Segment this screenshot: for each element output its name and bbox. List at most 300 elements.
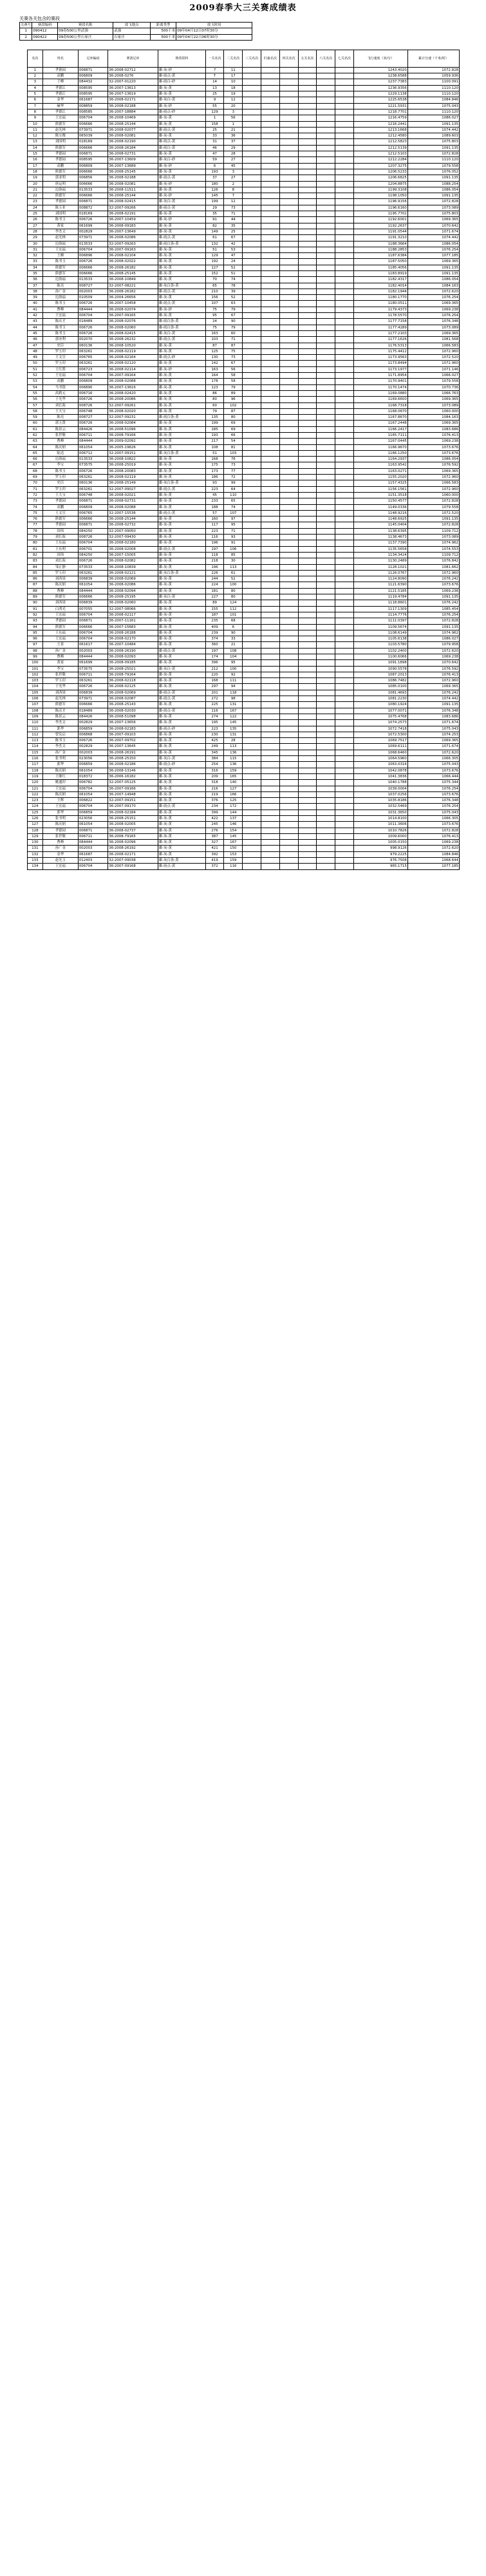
table-cell: 1109.712 [407,528,459,534]
table-cell [279,678,298,684]
table-cell: 006704 [78,373,107,379]
table-row [20,34,252,40]
table-cell: 陈宝俊 [42,133,78,139]
table-cell: 061687 [78,851,107,857]
table-cell: 013533 [78,277,107,283]
table-cell: 1236.9356 [353,85,407,91]
table-row [28,307,460,312]
table-cell: 雄-灰-黄 [158,504,205,510]
table-cell: 09春500公里石家庄 [58,34,113,40]
table-cell: 168 [205,678,224,684]
table-cell [317,510,335,516]
table-cell: 雄-灰-黄 [158,642,205,648]
table-cell: 1225.6538 [353,97,407,103]
table-row [28,229,460,234]
table-cell: 006859 [78,726,107,732]
table-cell [335,684,354,690]
table-cell: 1069.365 [407,397,459,402]
table-cell [243,343,261,348]
table-cell: 国伟 [42,552,78,558]
table-cell [279,738,298,744]
table-cell [261,678,279,684]
table-cell: 36-2008-02737 [108,828,158,833]
table-cell: 1 [224,121,243,127]
table-cell: 71 [224,528,243,534]
table-cell [243,283,261,289]
table-cell: 146 [224,822,243,828]
table-cell: 29 [224,145,243,151]
table-cell [317,205,335,211]
page-title: 2009春季大三关赛成绩表 [189,3,297,13]
table-cell: 8 [28,109,43,115]
table-cell [335,480,354,486]
table-cell: 雄-灰白-黄 [158,330,205,336]
table-cell [317,798,335,804]
table-cell [243,851,261,857]
table-cell: 272 [205,696,224,702]
table-cell [335,618,354,624]
table-cell: 219 [205,791,224,797]
table-cell [279,439,298,444]
table-cell: 1130.2489 [353,558,407,564]
table-row [28,535,460,540]
table-row [28,678,460,684]
table-cell [243,510,261,516]
table-cell: 156 [205,295,224,301]
table-cell [243,301,261,307]
table-cell: 1 [20,28,32,34]
table-row [20,28,252,34]
table-cell [279,313,298,319]
table-cell: 1072.960 [407,361,459,366]
table-cell: 419 [205,858,224,864]
table-cell: 雄-灰-黄 [158,816,205,822]
table-cell: 140 [224,780,243,786]
table-cell [243,79,261,85]
table-cell [261,624,279,630]
table-cell: 97 [28,642,43,648]
table-cell: 雄-灰白条-黄 [158,858,205,864]
table-cell [261,738,279,744]
table-cell [279,522,298,528]
table-cell [335,109,354,115]
table-cell [335,648,354,654]
table-cell [261,325,279,330]
table-cell: 36-2008-09185 [108,660,158,666]
table-cell [261,408,279,414]
table-cell: 006726 [78,558,107,564]
table-cell: 36-2007-09163 [108,247,158,252]
table-cell: 023056 [78,816,107,822]
table-cell: 36-2008-25144 [108,193,158,199]
table-cell: 1188.2853 [353,247,407,252]
table-cell: 36-2008-26191 [108,750,158,755]
table-cell [335,127,354,133]
table-cell: 罗玉印 [42,348,78,354]
table-cell [317,366,335,372]
table-cell [279,786,298,791]
table-cell: 36-2008-25150 [108,756,158,762]
table-cell: 雄-雨白-黄 [158,145,205,151]
table-cell: 084250 [78,552,107,558]
table-cell: 1076.254 [407,804,459,810]
table-cell: 065039 [78,133,107,139]
table-cell: 1237.7383 [353,79,407,85]
table-row [28,822,460,828]
table-cell: 熊德军 [42,145,78,151]
table-cell: 006726 [78,217,107,223]
table-cell [261,421,279,426]
table-cell [298,439,317,444]
table-cell [298,660,317,666]
table-cell [317,325,335,330]
table-cell: 24 [205,319,224,325]
table-cell [261,535,279,540]
table-cell: 1072.620 [407,846,459,851]
table-cell [298,528,317,534]
table-cell: 90 [28,600,43,606]
table-cell: 421 [205,846,224,851]
table-cell [243,145,261,151]
table-cell [317,151,335,157]
table-cell [261,313,279,319]
table-cell: 1 [205,115,224,121]
table-cell: 刘西周 [42,576,78,582]
table-cell: 1069.238 [407,654,459,659]
table-cell: 006871 [78,151,107,157]
table-cell [243,864,261,869]
table-cell [279,361,298,366]
table-cell [335,319,354,325]
race-table-header-row [20,23,252,28]
table-cell: 雄-灰-黄 [158,439,205,444]
table-cell [298,79,317,85]
table-cell [298,552,317,558]
table-cell: 52 [28,373,43,379]
table-cell [279,67,298,73]
table-cell: 雄-灰-黄 [158,115,205,121]
table-cell: 36-2008-02420 [108,390,158,396]
table-cell [261,510,279,516]
table-cell [317,217,335,223]
table-cell: 09年04月22日06时30分 [176,34,252,40]
table-cell: 58 [224,373,243,379]
table-cell: 54 [224,439,243,444]
table-cell: 006704 [78,786,107,791]
table-cell: 王大宝 [42,492,78,498]
table-cell: 227 [205,594,224,600]
table-cell [317,475,335,480]
table-row [28,265,460,270]
table-cell [317,791,335,797]
table-cell [317,864,335,869]
table-cell [298,163,317,169]
table-cell: 1075.043 [407,810,459,815]
table-cell: 36-2007-11161 [108,618,158,624]
table-cell [317,187,335,193]
table-cell: 1119.4784 [353,594,407,600]
table-cell: 雄-灰白-黄 [158,199,205,205]
table-cell: 103 [205,337,224,343]
table-cell: 雄-灰-黄 [158,732,205,737]
table-cell: 127 [224,786,243,791]
table-cell [261,606,279,612]
table-cell: 张书明 [42,816,78,822]
table-cell: 78 [224,283,243,289]
table-cell [335,450,354,456]
table-cell: 于光华 [42,397,78,402]
table-cell: 王东福 [42,540,78,546]
table-cell: 223 [205,726,224,732]
table-cell [279,642,298,648]
table-cell: 1166.2417 [353,426,407,432]
table-cell [279,606,298,612]
table-cell [243,402,261,408]
table-cell: 212 [205,666,224,672]
table-cell [317,558,335,564]
table-cell: 36-2008-25019 [108,462,158,468]
table-cell: 93 [205,480,224,486]
table-cell [261,690,279,696]
table-cell [317,163,335,169]
table-cell: 孙广金 [42,648,78,654]
table-cell: 1167.2448 [353,421,407,426]
table-cell [261,810,279,815]
table-cell: 74 [224,504,243,510]
table-cell: 孙广金 [42,289,78,294]
table-cell [261,564,279,570]
table-cell: 1072.828 [407,199,459,205]
table-cell: 赵光林 [42,696,78,702]
table-cell [261,504,279,510]
table-row [28,816,460,822]
table-cell: 36-2007-13616 [108,384,158,390]
table-cell: 1077.185 [407,864,459,869]
table-cell: 郭亦利 [42,337,78,343]
table-cell [298,348,317,354]
table-cell: 73 [224,462,243,468]
table-cell [335,73,354,79]
table-cell [243,498,261,504]
table-cell: 276 [205,828,224,833]
table-cell: 1155.2020 [353,475,407,480]
table-cell: 2 [224,181,243,187]
table-cell: 66 [28,457,43,462]
table-cell: 1072.960 [407,475,459,480]
table-cell [279,265,298,270]
table-cell [317,259,335,265]
table-cell [335,330,354,336]
table-cell: 49 [28,355,43,361]
table-cell: 061054 [78,822,107,828]
table-cell: 125 [28,810,43,815]
table-cell [335,726,354,732]
table-cell [335,462,354,468]
table-cell: 36-2008-02117 [108,612,158,618]
table-cell: 318 [205,780,224,786]
table-cell [298,330,317,336]
table-cell [243,157,261,163]
table-cell: 1177.2103 [353,330,407,336]
table-row [28,780,460,786]
table-cell: 006704 [78,313,107,319]
table-cell: 82 [28,552,43,558]
table-cell: 雄-灰-黄 [158,630,205,636]
table-cell [279,462,298,468]
table-cell: 006726 [78,684,107,690]
table-cell: 雄-灰-黄 [158,738,205,744]
table-cell [317,127,335,133]
table-cell: 1076.413 [407,672,459,677]
table-cell: 1110.120 [407,157,459,163]
table-cell [298,91,317,97]
table-cell: 006809 [78,163,107,169]
table-cell [261,115,279,121]
table-cell: 197 [205,648,224,654]
table-cell [279,624,298,630]
table-cell: 81 [224,444,243,450]
table-cell: 1167.8670 [353,415,407,421]
table-cell [335,468,354,474]
table-cell: 94 [224,684,243,690]
table-cell: 006726 [78,468,107,474]
table-cell [279,582,298,588]
table-cell [335,702,354,708]
table-row [28,786,460,791]
table-cell [243,684,261,690]
table-row [28,283,460,289]
table-cell [243,822,261,828]
table-cell: 45 [205,492,224,498]
table-cell: 976.7508 [353,858,407,864]
table-cell: 1206.6825 [353,175,407,181]
table-cell: 刘长海 [42,402,78,408]
table-row [28,851,460,857]
table-cell [335,630,354,636]
table-row [28,133,460,139]
table-cell [279,301,298,307]
table-row [28,732,460,737]
table-cell [261,145,279,151]
table-cell: 42 [224,241,243,247]
table-cell [279,666,298,672]
table-cell [261,295,279,301]
table-cell [335,415,354,421]
table-cell: 刘长海 [42,558,78,564]
table-cell: 57 [205,510,224,516]
table-cell: 084444 [78,654,107,659]
table-cell [261,307,279,312]
table-row [28,582,460,588]
table-cell [279,181,298,187]
table-cell [335,247,354,252]
table-cell: 雄-灰-黄 [158,343,205,348]
table-cell: 1074.962 [407,540,459,546]
table-cell: 1086.054 [407,277,459,283]
table-cell: 008585 [78,109,107,115]
table-cell: 张世敬 [42,672,78,677]
table-cell: 012403 [78,858,107,864]
table-cell: 073575 [78,666,107,672]
table-cell: 006666 [78,169,107,175]
table-cell [298,672,317,677]
table-cell [335,744,354,750]
table-cell: 152 [205,270,224,276]
table-cell: 36-2008-10849 [108,277,158,283]
table-cell [298,791,317,797]
table-cell [261,480,279,486]
table-row [28,301,460,307]
table-cell: 36-2008-02114 [108,366,158,372]
table-cell [279,833,298,839]
table-cell [243,612,261,618]
table-cell [279,91,298,97]
table-cell: 61 [205,235,224,241]
table-cell [279,576,298,582]
table-cell [279,343,298,348]
table-cell [243,828,261,833]
table-cell: 979.2225 [353,851,407,857]
table-cell: 77 [28,522,43,528]
table-cell: 51 [205,450,224,456]
table-cell [243,654,261,659]
table-cell: 234 [205,804,224,810]
table-cell [317,594,335,600]
table-cell: 106 [224,546,243,552]
table-cell [335,408,354,414]
table-cell: 史臣 [42,343,78,348]
table-cell: 1149.0336 [353,504,407,510]
table-cell: 高鹏 [42,73,78,79]
table-cell: 30 [224,558,243,564]
table-row [28,672,460,677]
table-row [28,648,460,654]
table-cell [279,415,298,421]
table-cell: 101 [28,666,43,672]
table-cell: 1105.6138 [353,636,407,642]
table-row [28,642,460,648]
table-cell: 35 [28,270,43,276]
table-cell: 063261 [78,475,107,480]
table-cell: 2 [28,73,43,79]
table-cell: 36-2007-10484 [108,642,158,648]
table-cell: 1079.558 [407,379,459,384]
table-cell [261,588,279,594]
table-cell: 1069.7517 [353,738,407,744]
table-cell [243,444,261,450]
table-cell: 25 [205,127,224,133]
table-cell [243,714,261,719]
table-cell [279,450,298,456]
table-cell [243,139,261,145]
table-cell [279,535,298,540]
table-cell: 37 [205,175,224,181]
table-cell: 雄-灰-砂 [158,307,205,312]
table-cell: 36-2008-02712 [108,67,158,73]
table-cell [298,840,317,846]
table-cell [298,612,317,618]
table-cell [317,361,335,366]
table-cell [243,486,261,492]
table-cell [279,744,298,750]
table-cell: 123 [28,798,43,804]
table-cell: 雄-灰-黄 [158,259,205,265]
table-cell [317,630,335,636]
table-row [28,480,460,486]
table-cell: 006666 [78,193,107,199]
table-cell: 36-2008-02082 [108,558,158,564]
table-cell: 126 [205,187,224,193]
